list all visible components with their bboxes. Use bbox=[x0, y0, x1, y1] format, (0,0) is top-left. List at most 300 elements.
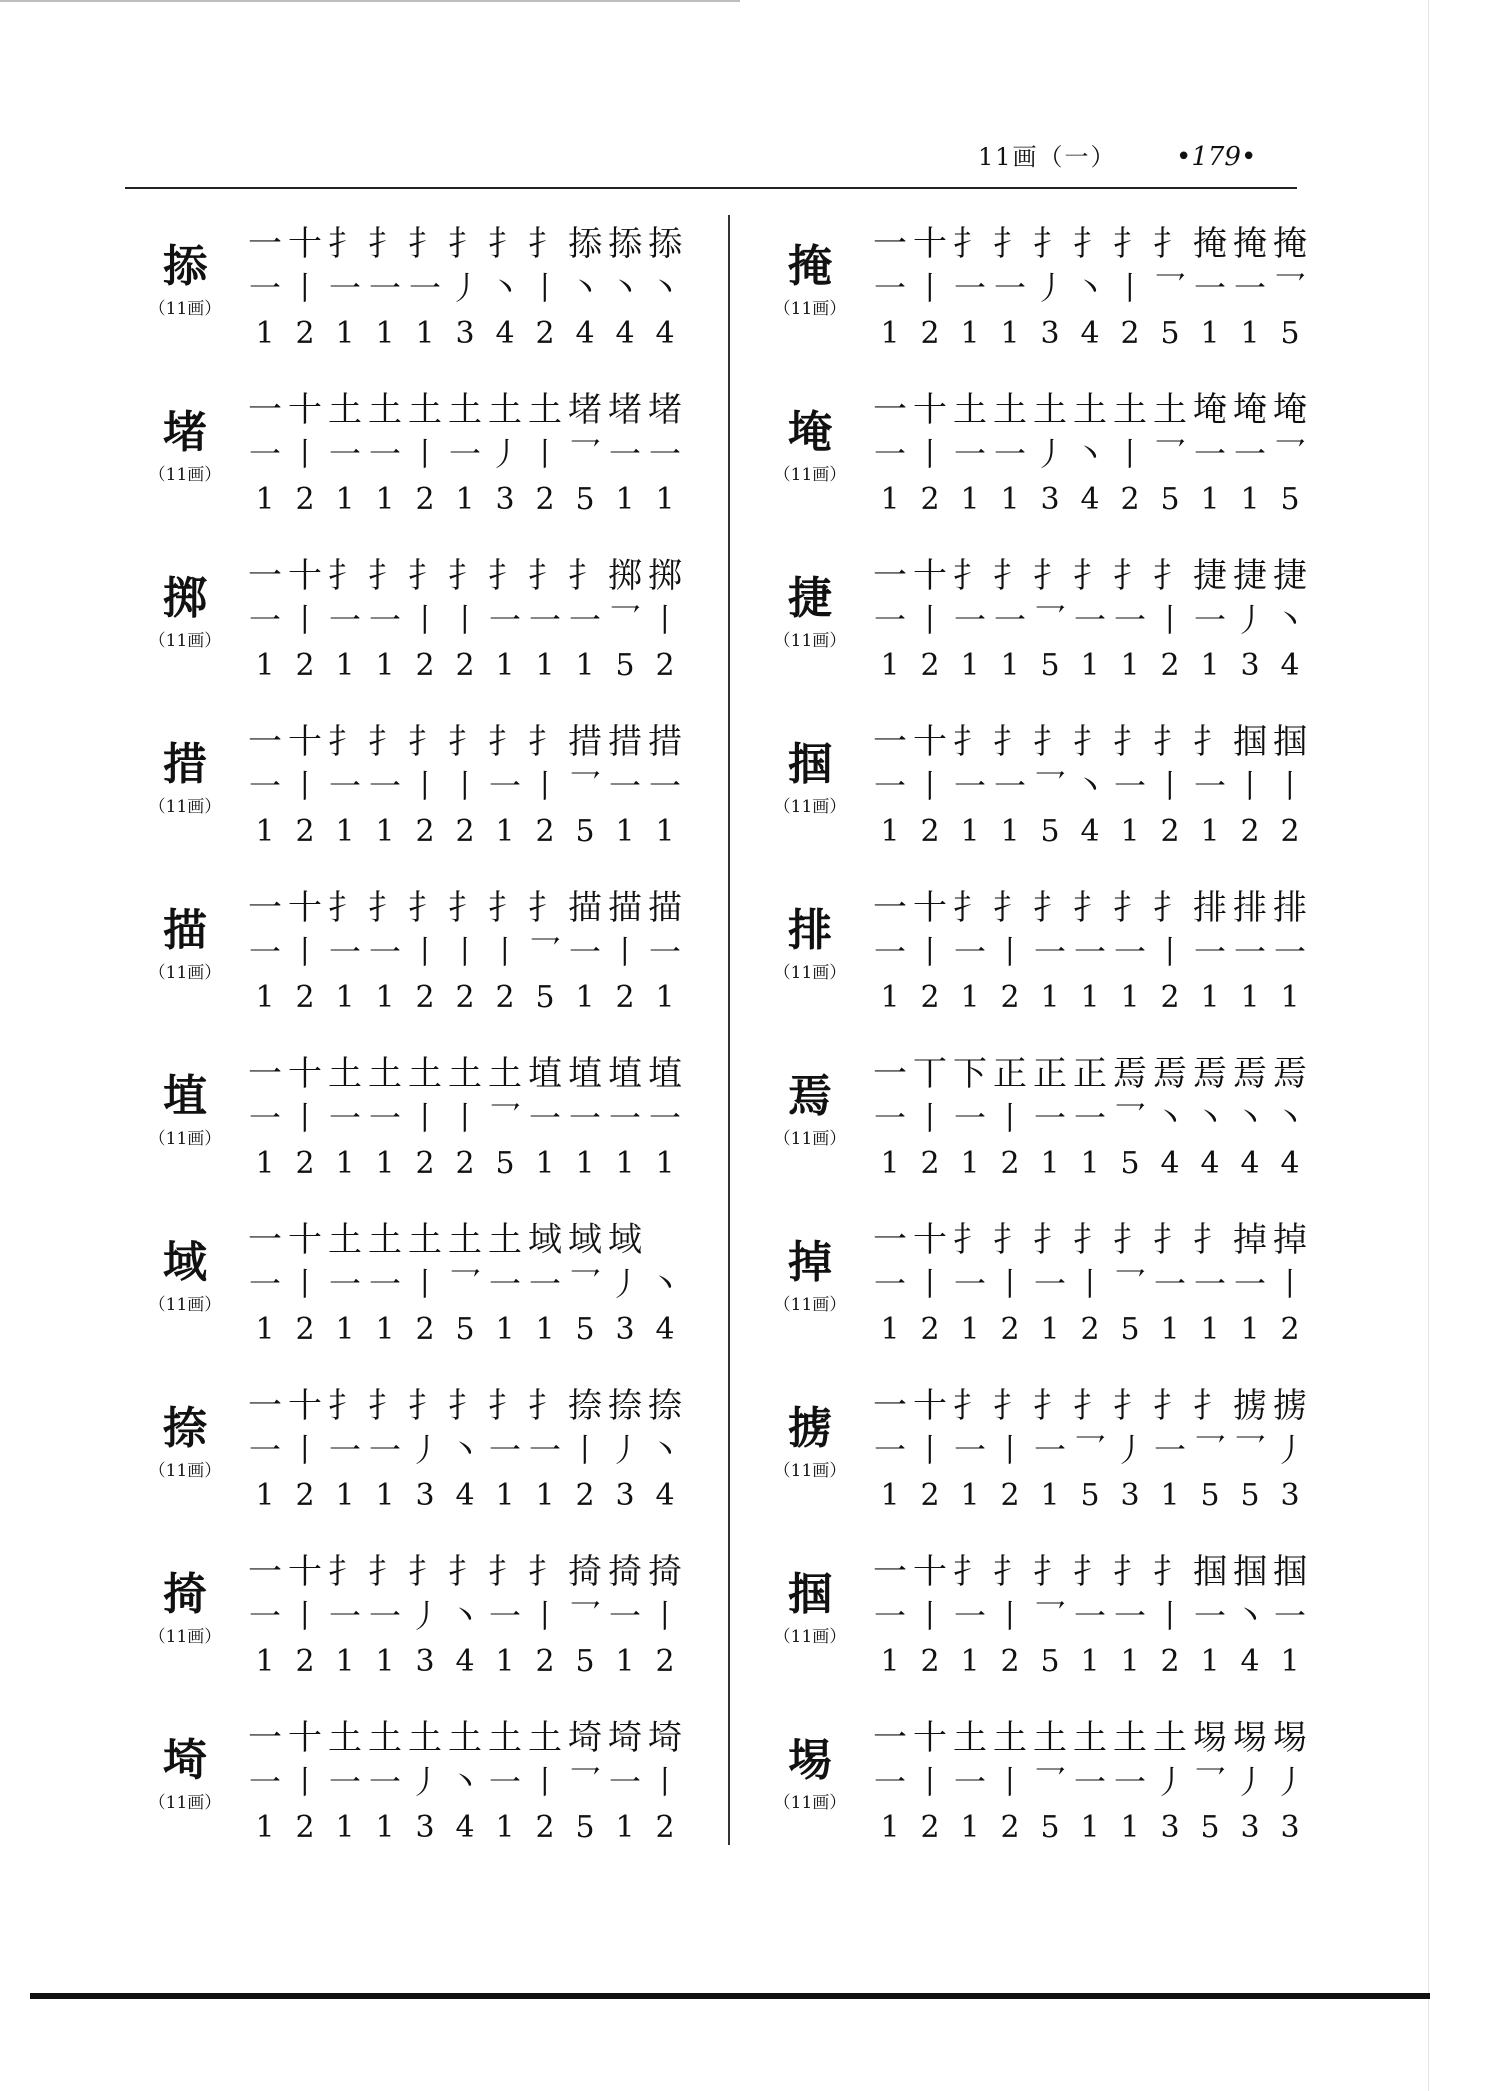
stroke-code: 1 bbox=[615, 814, 635, 849]
stroke-code: 1 bbox=[495, 1312, 515, 1347]
stroke-code: 1 bbox=[255, 482, 275, 517]
stroke-shape: 丨 bbox=[448, 933, 481, 971]
stroke-shape: 一 bbox=[328, 767, 361, 805]
build-step: 扌 bbox=[328, 1386, 362, 1426]
stroke-shape: 一 bbox=[488, 1431, 521, 1469]
build-step: 十 bbox=[288, 1386, 322, 1426]
build-step: 掩 bbox=[1193, 224, 1227, 264]
build-step: 扌 bbox=[448, 556, 482, 596]
build-step: 焉 bbox=[1273, 1054, 1307, 1094]
stroke-code: 5 bbox=[495, 1146, 515, 1181]
stroke-shape: 丨 bbox=[288, 933, 321, 971]
stroke-shape: 丨 bbox=[568, 1431, 601, 1469]
build-step: 埴 bbox=[648, 1054, 682, 1094]
stroke-code: 1 bbox=[1200, 1644, 1220, 1679]
build-step: 扌 bbox=[448, 1552, 482, 1592]
stroke-shape: 乛 bbox=[568, 1265, 601, 1303]
stroke-count: （11画） bbox=[148, 1793, 222, 1813]
stroke-shape-row bbox=[870, 598, 1310, 642]
character-entry bbox=[755, 544, 1355, 710]
build-step: 一 bbox=[248, 1552, 282, 1592]
stroke-shape: 一 bbox=[248, 933, 281, 971]
stroke-code: 2 bbox=[535, 316, 555, 351]
stroke-code: 1 bbox=[1200, 980, 1220, 1015]
stroke-code-row bbox=[245, 976, 685, 1020]
stroke-shape: 丨 bbox=[1273, 767, 1306, 805]
stroke-code: 4 bbox=[1080, 814, 1100, 849]
head-character: 埸 bbox=[788, 1735, 832, 1786]
page-number: •179• bbox=[1176, 142, 1257, 172]
build-step: 土 bbox=[1113, 1718, 1147, 1758]
stroke-shape: 一 bbox=[248, 1763, 281, 1801]
build-step: 土 bbox=[1113, 390, 1147, 430]
build-step: 扌 bbox=[1113, 1552, 1147, 1592]
stroke-shape: 丨 bbox=[408, 767, 441, 805]
build-step: 扌 bbox=[1033, 1552, 1067, 1592]
stroke-code: 5 bbox=[575, 1644, 595, 1679]
build-step: 掩 bbox=[1273, 224, 1307, 264]
stroke-code: 2 bbox=[1000, 980, 1020, 1015]
stroke-shape: 丿 bbox=[608, 1431, 641, 1469]
build-step: 掴 bbox=[1193, 1552, 1227, 1592]
build-step: 扌 bbox=[1153, 1220, 1187, 1260]
build-step: 十 bbox=[913, 1220, 947, 1260]
stroke-shape: 丨 bbox=[288, 1431, 321, 1469]
stroke-shape: 一 bbox=[608, 1597, 641, 1635]
build-step: 一 bbox=[248, 1054, 282, 1094]
build-step: 焉 bbox=[1153, 1054, 1187, 1094]
stroke-shape: 一 bbox=[528, 601, 561, 639]
build-step: 埸 bbox=[1233, 1718, 1267, 1758]
stroke-code: 1 bbox=[1080, 1644, 1100, 1679]
build-step: 扌 bbox=[1153, 1552, 1187, 1592]
stroke-code: 4 bbox=[1280, 648, 1300, 683]
stroke-shape-row bbox=[245, 266, 685, 310]
stroke-count: （11画） bbox=[148, 1627, 222, 1647]
stroke-code: 1 bbox=[535, 1146, 555, 1181]
stroke-code: 1 bbox=[375, 482, 395, 517]
build-step: 十 bbox=[288, 1552, 322, 1592]
stroke-shape: 丿 bbox=[408, 1431, 441, 1469]
build-step: 一 bbox=[873, 390, 907, 430]
build-step: 扌 bbox=[528, 1386, 562, 1426]
stroke-shape: 丶 bbox=[648, 1431, 681, 1469]
build-step: 掷 bbox=[648, 556, 682, 596]
build-step: 一 bbox=[248, 1220, 282, 1260]
stroke-shape: 乛 bbox=[488, 1099, 521, 1137]
build-step: 扌 bbox=[953, 722, 987, 762]
build-step: 一 bbox=[873, 722, 907, 762]
build-step: 埯 bbox=[1273, 390, 1307, 430]
character-entry bbox=[130, 876, 730, 1042]
stroke-shape: 乛 bbox=[568, 767, 601, 805]
stroke-shape: 乛 bbox=[1073, 1431, 1106, 1469]
character-entry bbox=[755, 1706, 1355, 1872]
character-entry bbox=[130, 544, 730, 710]
head-character-box bbox=[755, 242, 865, 319]
stroke-code: 2 bbox=[415, 980, 435, 1015]
build-step: 堵 bbox=[608, 390, 642, 430]
head-character: 埯 bbox=[788, 407, 832, 458]
stroke-code: 1 bbox=[535, 1312, 555, 1347]
stroke-code: 2 bbox=[295, 980, 315, 1015]
stroke-code: 4 bbox=[1160, 1146, 1180, 1181]
stroke-shape: 一 bbox=[873, 767, 906, 805]
stroke-shape: 丨 bbox=[993, 1099, 1026, 1137]
stroke-shape: 丿 bbox=[1233, 1763, 1266, 1801]
stroke-shape: 一 bbox=[368, 767, 401, 805]
stroke-code: 1 bbox=[255, 980, 275, 1015]
build-step: 掭 bbox=[648, 224, 682, 264]
stroke-shape: 一 bbox=[248, 1265, 281, 1303]
page-header bbox=[978, 132, 1293, 172]
stroke-code: 5 bbox=[1240, 1478, 1260, 1513]
stroke-count: （11画） bbox=[148, 299, 222, 319]
header-rule bbox=[125, 187, 1297, 189]
stroke-code: 3 bbox=[1120, 1478, 1140, 1513]
build-step: 扌 bbox=[368, 556, 402, 596]
stroke-code: 5 bbox=[575, 1810, 595, 1845]
build-step: 扌 bbox=[993, 224, 1027, 264]
character-entry bbox=[130, 1374, 730, 1540]
stroke-code: 2 bbox=[495, 980, 515, 1015]
stroke-count: （11画） bbox=[773, 631, 847, 651]
stroke-count: （11画） bbox=[148, 1295, 222, 1315]
stroke-code: 3 bbox=[455, 316, 475, 351]
stroke-code: 2 bbox=[920, 1810, 940, 1845]
stroke-code: 2 bbox=[655, 648, 675, 683]
stroke-code: 2 bbox=[455, 980, 475, 1015]
stroke-code-row bbox=[870, 1640, 1310, 1684]
column-divider bbox=[728, 215, 730, 1845]
stroke-code-row bbox=[870, 312, 1310, 356]
stroke-code: 1 bbox=[1240, 980, 1260, 1015]
build-step: 描 bbox=[608, 888, 642, 928]
stroke-shape: 丨 bbox=[993, 1597, 1026, 1635]
build-step: 捺 bbox=[568, 1386, 602, 1426]
head-character-box bbox=[755, 574, 865, 651]
build-step: 扌 bbox=[368, 224, 402, 264]
build-step: 土 bbox=[1153, 1718, 1187, 1758]
stroke-shape: 一 bbox=[1233, 435, 1266, 473]
build-step: 掎 bbox=[648, 1552, 682, 1592]
build-step: 扌 bbox=[953, 224, 987, 264]
stroke-shape: 丿 bbox=[1153, 1763, 1186, 1801]
stroke-shape: 丶 bbox=[448, 1597, 481, 1635]
stroke-shape: 丨 bbox=[288, 601, 321, 639]
stroke-shape-row bbox=[245, 1594, 685, 1638]
stroke-shape: 丨 bbox=[1113, 435, 1146, 473]
build-step: 土 bbox=[993, 1718, 1027, 1758]
section-title: 11画（一） bbox=[978, 143, 1117, 171]
stroke-shape: 丨 bbox=[1153, 1597, 1186, 1635]
build-step: 十 bbox=[913, 556, 947, 596]
head-character-box bbox=[130, 1570, 240, 1647]
build-step: 土 bbox=[953, 1718, 987, 1758]
character-entry bbox=[130, 710, 730, 876]
head-character-box bbox=[130, 1238, 240, 1315]
head-character-box bbox=[130, 574, 240, 651]
build-step: 扌 bbox=[368, 722, 402, 762]
stroke-code: 2 bbox=[295, 316, 315, 351]
stroke-code: 2 bbox=[455, 1146, 475, 1181]
stroke-shape: 乛 bbox=[568, 1763, 601, 1801]
head-character: 掳 bbox=[788, 1403, 832, 1454]
stroke-code-row bbox=[245, 1308, 685, 1352]
build-step: 措 bbox=[568, 722, 602, 762]
build-step: 一 bbox=[873, 224, 907, 264]
stroke-shape: 一 bbox=[1073, 601, 1106, 639]
stroke-shape: 丨 bbox=[288, 767, 321, 805]
stroke-code: 1 bbox=[1240, 1312, 1260, 1347]
stroke-code: 1 bbox=[655, 1146, 675, 1181]
stroke-shape-row bbox=[870, 1760, 1310, 1804]
character-entry bbox=[755, 1042, 1355, 1208]
head-character: 埼 bbox=[163, 1735, 207, 1786]
character-entry bbox=[755, 710, 1355, 876]
stroke-shape: 丨 bbox=[1153, 601, 1186, 639]
stroke-code: 2 bbox=[575, 1478, 595, 1513]
stroke-code: 1 bbox=[535, 1478, 555, 1513]
stroke-shape: 乛 bbox=[1113, 1265, 1146, 1303]
stroke-code: 4 bbox=[575, 316, 595, 351]
build-step: 正 bbox=[993, 1054, 1027, 1094]
build-step: 捺 bbox=[608, 1386, 642, 1426]
build-step: 掳 bbox=[1233, 1386, 1267, 1426]
build-step: 焉 bbox=[1193, 1054, 1227, 1094]
build-step: 措 bbox=[648, 722, 682, 762]
build-step: 扌 bbox=[1073, 888, 1107, 928]
stroke-count: （11画） bbox=[773, 465, 847, 485]
stroke-shape: 一 bbox=[1233, 933, 1266, 971]
build-step: 下 bbox=[953, 1054, 987, 1094]
build-step: 十 bbox=[288, 1718, 322, 1758]
stroke-code: 1 bbox=[335, 1644, 355, 1679]
build-step: 扌 bbox=[993, 1552, 1027, 1592]
build-step: 扌 bbox=[1033, 224, 1067, 264]
stroke-code: 4 bbox=[615, 316, 635, 351]
stroke-code: 1 bbox=[1080, 1146, 1100, 1181]
stroke-shape: 一 bbox=[1073, 1763, 1106, 1801]
stroke-code: 5 bbox=[1200, 1478, 1220, 1513]
stroke-code: 1 bbox=[1120, 648, 1140, 683]
stroke-shape: 丨 bbox=[913, 767, 946, 805]
build-step: 焉 bbox=[1233, 1054, 1267, 1094]
build-step: 十 bbox=[913, 1552, 947, 1592]
stroke-code: 2 bbox=[920, 1644, 940, 1679]
stroke-shape-row bbox=[870, 1262, 1310, 1306]
stroke-shape: 一 bbox=[608, 1099, 641, 1137]
stroke-code: 2 bbox=[920, 1312, 940, 1347]
stroke-code: 1 bbox=[535, 648, 555, 683]
stroke-code: 1 bbox=[375, 1146, 395, 1181]
stroke-shape: 丨 bbox=[448, 767, 481, 805]
build-step: 一 bbox=[873, 1054, 907, 1094]
left-column bbox=[130, 212, 730, 1872]
stroke-shape: 一 bbox=[993, 601, 1026, 639]
stroke-build-sequence bbox=[870, 720, 1310, 764]
build-step: 捷 bbox=[1193, 556, 1227, 596]
build-step: 扌 bbox=[953, 556, 987, 596]
stroke-count: （11画） bbox=[773, 1461, 847, 1481]
stroke-count: （11画） bbox=[148, 1461, 222, 1481]
stroke-shape: 丨 bbox=[1153, 767, 1186, 805]
stroke-shape: 一 bbox=[328, 1431, 361, 1469]
stroke-shape: 乛 bbox=[1153, 269, 1186, 307]
stroke-code: 2 bbox=[295, 1644, 315, 1679]
stroke-code: 1 bbox=[960, 1810, 980, 1845]
stroke-code: 1 bbox=[1080, 648, 1100, 683]
stroke-code: 3 bbox=[1240, 648, 1260, 683]
stroke-shape: 丨 bbox=[408, 1265, 441, 1303]
build-step: 土 bbox=[328, 1718, 362, 1758]
stroke-shape-row bbox=[245, 1262, 685, 1306]
stroke-shape: 一 bbox=[873, 1763, 906, 1801]
head-character-box bbox=[755, 1404, 865, 1481]
stroke-code: 1 bbox=[495, 1810, 515, 1845]
build-step: 扌 bbox=[953, 1552, 987, 1592]
stroke-shape: 丿 bbox=[1113, 1431, 1146, 1469]
build-step: 土 bbox=[368, 1718, 402, 1758]
build-step: 扌 bbox=[1193, 1386, 1227, 1426]
character-entry bbox=[755, 876, 1355, 1042]
build-step: 扌 bbox=[1113, 556, 1147, 596]
stroke-shape: 一 bbox=[368, 1265, 401, 1303]
character-entry bbox=[130, 1706, 730, 1872]
stroke-code: 4 bbox=[1280, 1146, 1300, 1181]
build-step: 十 bbox=[288, 1220, 322, 1260]
stroke-shape: 丨 bbox=[448, 1099, 481, 1137]
stroke-code: 1 bbox=[960, 1146, 980, 1181]
stroke-shape: 一 bbox=[1193, 601, 1226, 639]
stroke-shape: 一 bbox=[1233, 1265, 1266, 1303]
build-step: 扌 bbox=[528, 1552, 562, 1592]
stroke-shape-row bbox=[245, 764, 685, 808]
build-step: 掎 bbox=[608, 1552, 642, 1592]
head-character: 捷 bbox=[788, 573, 832, 624]
stroke-code: 2 bbox=[455, 814, 475, 849]
stroke-build-sequence bbox=[870, 886, 1310, 930]
stroke-shape: 乛 bbox=[1033, 767, 1066, 805]
stroke-code: 1 bbox=[1200, 316, 1220, 351]
build-step: 扌 bbox=[448, 888, 482, 928]
stroke-code: 5 bbox=[1040, 1810, 1060, 1845]
stroke-shape: 一 bbox=[328, 1763, 361, 1801]
build-step: 扌 bbox=[993, 722, 1027, 762]
build-step: 扌 bbox=[328, 722, 362, 762]
head-character-box bbox=[755, 906, 865, 983]
build-step: 埼 bbox=[608, 1718, 642, 1758]
stroke-shape: 一 bbox=[248, 767, 281, 805]
build-step: 十 bbox=[288, 1054, 322, 1094]
build-step: 域 bbox=[568, 1220, 602, 1260]
stroke-shape: 丨 bbox=[448, 601, 481, 639]
stroke-code: 1 bbox=[880, 482, 900, 517]
stroke-code: 1 bbox=[1200, 1312, 1220, 1347]
stroke-code: 3 bbox=[1040, 316, 1060, 351]
stroke-code: 2 bbox=[295, 648, 315, 683]
stroke-shape: 丶 bbox=[488, 269, 521, 307]
stroke-shape: 一 bbox=[873, 1265, 906, 1303]
build-step: 埯 bbox=[1233, 390, 1267, 430]
stroke-shape: 丶 bbox=[1073, 269, 1106, 307]
head-character: 排 bbox=[788, 905, 832, 956]
stroke-code: 1 bbox=[655, 980, 675, 1015]
stroke-shape: 丶 bbox=[1273, 1099, 1306, 1137]
build-step: 扌 bbox=[528, 888, 562, 928]
build-step: 土 bbox=[528, 1718, 562, 1758]
stroke-shape: 一 bbox=[1113, 933, 1146, 971]
stroke-code: 4 bbox=[455, 1478, 475, 1513]
stroke-code: 1 bbox=[575, 1146, 595, 1181]
character-entry bbox=[755, 1208, 1355, 1374]
stroke-build-sequence bbox=[245, 1384, 685, 1428]
stroke-shape: 一 bbox=[1193, 1597, 1226, 1635]
stroke-code: 2 bbox=[655, 1810, 675, 1845]
stroke-count: （11画） bbox=[773, 1129, 847, 1149]
stroke-code: 2 bbox=[1000, 1644, 1020, 1679]
stroke-count: （11画） bbox=[773, 299, 847, 319]
stroke-shape: 一 bbox=[953, 933, 986, 971]
stroke-build-sequence bbox=[870, 1218, 1310, 1262]
build-step: 措 bbox=[608, 722, 642, 762]
stroke-code: 3 bbox=[1280, 1478, 1300, 1513]
stroke-code: 2 bbox=[535, 1644, 555, 1679]
stroke-code: 3 bbox=[615, 1312, 635, 1347]
head-character-box bbox=[130, 242, 240, 319]
stroke-code-row bbox=[870, 478, 1310, 522]
stroke-shape: 乛 bbox=[1273, 435, 1306, 473]
build-step: 土 bbox=[408, 1718, 442, 1758]
stroke-shape: 一 bbox=[873, 435, 906, 473]
stroke-shape: 一 bbox=[248, 269, 281, 307]
stroke-code: 3 bbox=[415, 1478, 435, 1513]
stroke-code: 1 bbox=[1240, 316, 1260, 351]
stroke-code: 1 bbox=[1240, 482, 1260, 517]
stroke-build-sequence bbox=[245, 1716, 685, 1760]
stroke-code-row bbox=[870, 1142, 1310, 1186]
head-character-box bbox=[755, 1736, 865, 1813]
stroke-shape: 丿 bbox=[408, 1597, 441, 1635]
stroke-code: 2 bbox=[295, 1810, 315, 1845]
stroke-shape: 一 bbox=[1113, 1763, 1146, 1801]
stroke-code: 2 bbox=[1080, 1312, 1100, 1347]
build-step: 土 bbox=[408, 390, 442, 430]
build-step: 十 bbox=[913, 722, 947, 762]
stroke-shape: 一 bbox=[1273, 933, 1306, 971]
build-step: 埸 bbox=[1193, 1718, 1227, 1758]
stroke-build-sequence bbox=[245, 1550, 685, 1594]
head-character: 掉 bbox=[788, 1237, 832, 1288]
stroke-shape: 一 bbox=[648, 767, 681, 805]
build-step: 掴 bbox=[1273, 722, 1307, 762]
stroke-code: 1 bbox=[1120, 1810, 1140, 1845]
stroke-code: 1 bbox=[575, 648, 595, 683]
stroke-code: 1 bbox=[880, 1810, 900, 1845]
stroke-code: 2 bbox=[535, 1810, 555, 1845]
build-step: 捷 bbox=[1273, 556, 1307, 596]
stroke-code: 2 bbox=[920, 980, 940, 1015]
build-step: 一 bbox=[248, 1386, 282, 1426]
stroke-code: 1 bbox=[615, 1146, 635, 1181]
build-step: 扌 bbox=[1153, 722, 1187, 762]
stroke-code: 2 bbox=[295, 814, 315, 849]
stroke-build-sequence bbox=[870, 554, 1310, 598]
build-step: 土 bbox=[488, 390, 522, 430]
stroke-shape: 丶 bbox=[1193, 1099, 1226, 1137]
build-step: 排 bbox=[1193, 888, 1227, 928]
stroke-shape: 一 bbox=[873, 933, 906, 971]
